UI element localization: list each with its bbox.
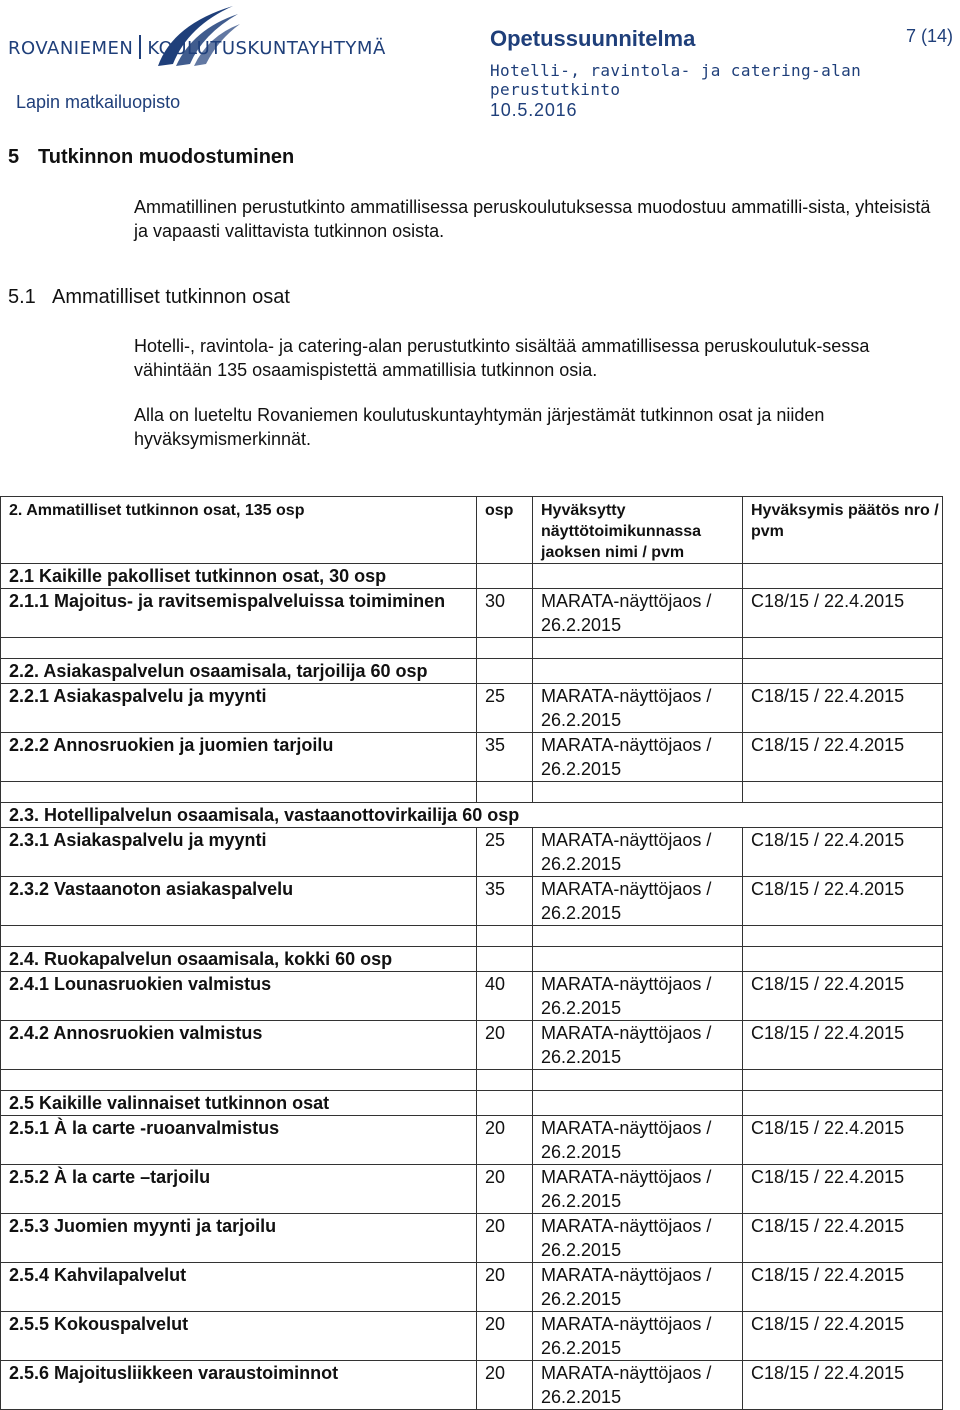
decision-cell: C18/15 / 22.4.2015 [743,972,943,1021]
decision-cell: C18/15 / 22.4.2015 [743,1312,943,1361]
subsection-heading [8,286,290,309]
approved-cell: MARATA-näyttöjaos / 26.2.2015 [533,828,743,877]
subsection-paragraph-1: Hotelli-, ravintola- ja catering-alan perustutkinto sisältää ammatillisessa peruskoulutuk-sessa vähintään 135 osaamispistettä ammatillisia tutkinnon osia. [134,336,870,380]
unit-name-cell: 2.1.1 Majoitus- ja ravitsemispalveluissa toimiminen [1,589,477,638]
section-title-cell: 2.3. Hotellipalvelun osaamisala, vastaanottovirkailija 60 osp [1,803,943,828]
decision-cell: C18/15 / 22.4.2015 [743,1165,943,1214]
section-title: Tutkinnon muodostuminen [38,146,295,168]
table-spacer-row [1,638,943,659]
decision-cell: C18/15 / 22.4.2015 [743,1263,943,1312]
document-date: 10.5.2016 [490,100,578,120]
document-subtitle: Hotelli-, ravintola- ja catering-alan perustutkinto [490,61,862,99]
table-row [1,1263,943,1312]
table-spacer-row [1,782,943,803]
unit-name-cell: 2.5.4 Kahvilapalvelut [1,1263,477,1312]
osp-cell: 20 [477,1263,533,1312]
table-section-row [1,564,943,589]
subsection-title: Ammatilliset tutkinnon osat [52,286,290,308]
decision-cell: C18/15 / 22.4.2015 [743,877,943,926]
table-header-row [1,497,943,564]
org-name-right: KOULUTUSKUNTAYHTYMÄ [147,38,386,59]
osp-cell: 35 [477,877,533,926]
unit-name-cell: 2.3.2 Vastaanoton asiakaspalvelu [1,877,477,926]
table-row [1,1214,943,1263]
unit-name-cell: 2.5.5 Kokouspalvelut [1,1312,477,1361]
organization-unit: Lapin matkailuopisto [16,92,181,112]
table-section-row [1,803,943,828]
approved-cell: MARATA-näyttöjaos / 26.2.2015 [533,1165,743,1214]
unit-name-cell: 2.2.1 Asiakaspalvelu ja myynti [1,684,477,733]
osp-cell: 25 [477,828,533,877]
table-section-row [1,947,943,972]
header-approved: Hyväksytty näyttötoimikunnassa jaoksen nimi / pvm [533,497,743,564]
section-title-cell: 2.1 Kaikille pakolliset tutkinnon osat, 30 osp [1,564,477,589]
approved-cell: MARATA-näyttöjaos / 26.2.2015 [533,1263,743,1312]
decision-cell: C18/15 / 22.4.2015 [743,1021,943,1070]
osp-cell: 20 [477,1116,533,1165]
osp-cell: 40 [477,972,533,1021]
osp-cell: 30 [477,589,533,638]
osp-cell: 35 [477,733,533,782]
decision-cell: C18/15 / 22.4.2015 [743,684,943,733]
decision-cell: C18/15 / 22.4.2015 [743,1214,943,1263]
approved-cell: MARATA-näyttöjaos / 26.2.2015 [533,1214,743,1263]
decision-cell: C18/15 / 22.4.2015 [743,1361,943,1410]
approved-cell: MARATA-näyttöjaos / 26.2.2015 [533,733,743,782]
decision-cell: C18/15 / 22.4.2015 [743,733,943,782]
table-section-row [1,1091,943,1116]
table-row [1,684,943,733]
header-unit-name: 2. Ammatilliset tutkinnon osat, 135 osp [1,497,477,564]
section-title-cell: 2.4. Ruokapalvelun osaamisala, kokki 60 osp [1,947,477,972]
page-number: 7 (14) [906,26,954,46]
unit-name-cell: 2.5.2 À la carte –tarjoilu [1,1165,477,1214]
header-osp: osp [477,497,533,564]
unit-name-cell: 2.5.6 Majoitusliikkeen varaustoiminnot [1,1361,477,1410]
table-section-row [1,659,943,684]
unit-name-cell: 2.2.2 Annosruokien ja juomien tarjoilu [1,733,477,782]
org-name-divider [139,35,141,59]
table-row [1,733,943,782]
approved-cell: MARATA-näyttöjaos / 26.2.2015 [533,684,743,733]
approved-cell: MARATA-näyttöjaos / 26.2.2015 [533,877,743,926]
approved-cell: MARATA-näyttöjaos / 26.2.2015 [533,589,743,638]
table-row [1,972,943,1021]
approved-cell: MARATA-näyttöjaos / 26.2.2015 [533,1021,743,1070]
unit-name-cell: 2.5.1 À la carte -ruoanvalmistus [1,1116,477,1165]
organization-name [8,35,386,59]
approved-cell: MARATA-näyttöjaos / 26.2.2015 [533,1361,743,1410]
decision-cell: C18/15 / 22.4.2015 [743,1116,943,1165]
section-title-cell: 2.5 Kaikille valinnaiset tutkinnon osat [1,1091,477,1116]
table-row [1,589,943,638]
osp-cell: 20 [477,1312,533,1361]
table-row [1,1116,943,1165]
section-number: 5 [8,146,20,168]
unit-name-cell: 2.3.1 Asiakaspalvelu ja myynti [1,828,477,877]
osp-cell: 20 [477,1165,533,1214]
table-row [1,828,943,877]
unit-name-cell: 2.5.3 Juomien myynti ja tarjoilu [1,1214,477,1263]
subsection-paragraph-2: Alla on lueteltu Rovaniemen koulutuskuntayhtymän järjestämät tutkinnon osat ja niiden hyväksymismerkinnät. [134,405,825,449]
table-row [1,1361,943,1410]
osp-cell: 20 [477,1361,533,1410]
approved-cell: MARATA-näyttöjaos / 26.2.2015 [533,972,743,1021]
qualification-units-table [0,496,943,1410]
document-title: Opetussuunnitelma [490,26,696,51]
table-row [1,1312,943,1361]
table-row [1,1165,943,1214]
section-title-cell: 2.2. Asiakaspalvelun osaamisala, tarjoilija 60 osp [1,659,477,684]
table-row [1,877,943,926]
section-paragraph: Ammatillinen perustutkinto ammatillisessa peruskoulutuksessa muodostuu ammatilli-sista, yhteisistä ja vapaasti valittavista tutkinnon osista. [134,197,931,241]
unit-name-cell: 2.4.1 Lounasruokien valmistus [1,972,477,1021]
osp-cell: 20 [477,1214,533,1263]
osp-cell: 25 [477,684,533,733]
unit-name-cell: 2.4.2 Annosruokien valmistus [1,1021,477,1070]
org-name-left: ROVANIEMEN [8,38,134,59]
header-decision: Hyväksymis päätös nro / pvm [743,497,943,564]
approved-cell: MARATA-näyttöjaos / 26.2.2015 [533,1312,743,1361]
section-heading [8,146,294,169]
table-spacer-row [1,1070,943,1091]
decision-cell: C18/15 / 22.4.2015 [743,828,943,877]
osp-cell: 20 [477,1021,533,1070]
table-row [1,1021,943,1070]
decision-cell: C18/15 / 22.4.2015 [743,589,943,638]
approved-cell: MARATA-näyttöjaos / 26.2.2015 [533,1116,743,1165]
subsection-number: 5.1 [8,286,36,308]
table-spacer-row [1,926,943,947]
